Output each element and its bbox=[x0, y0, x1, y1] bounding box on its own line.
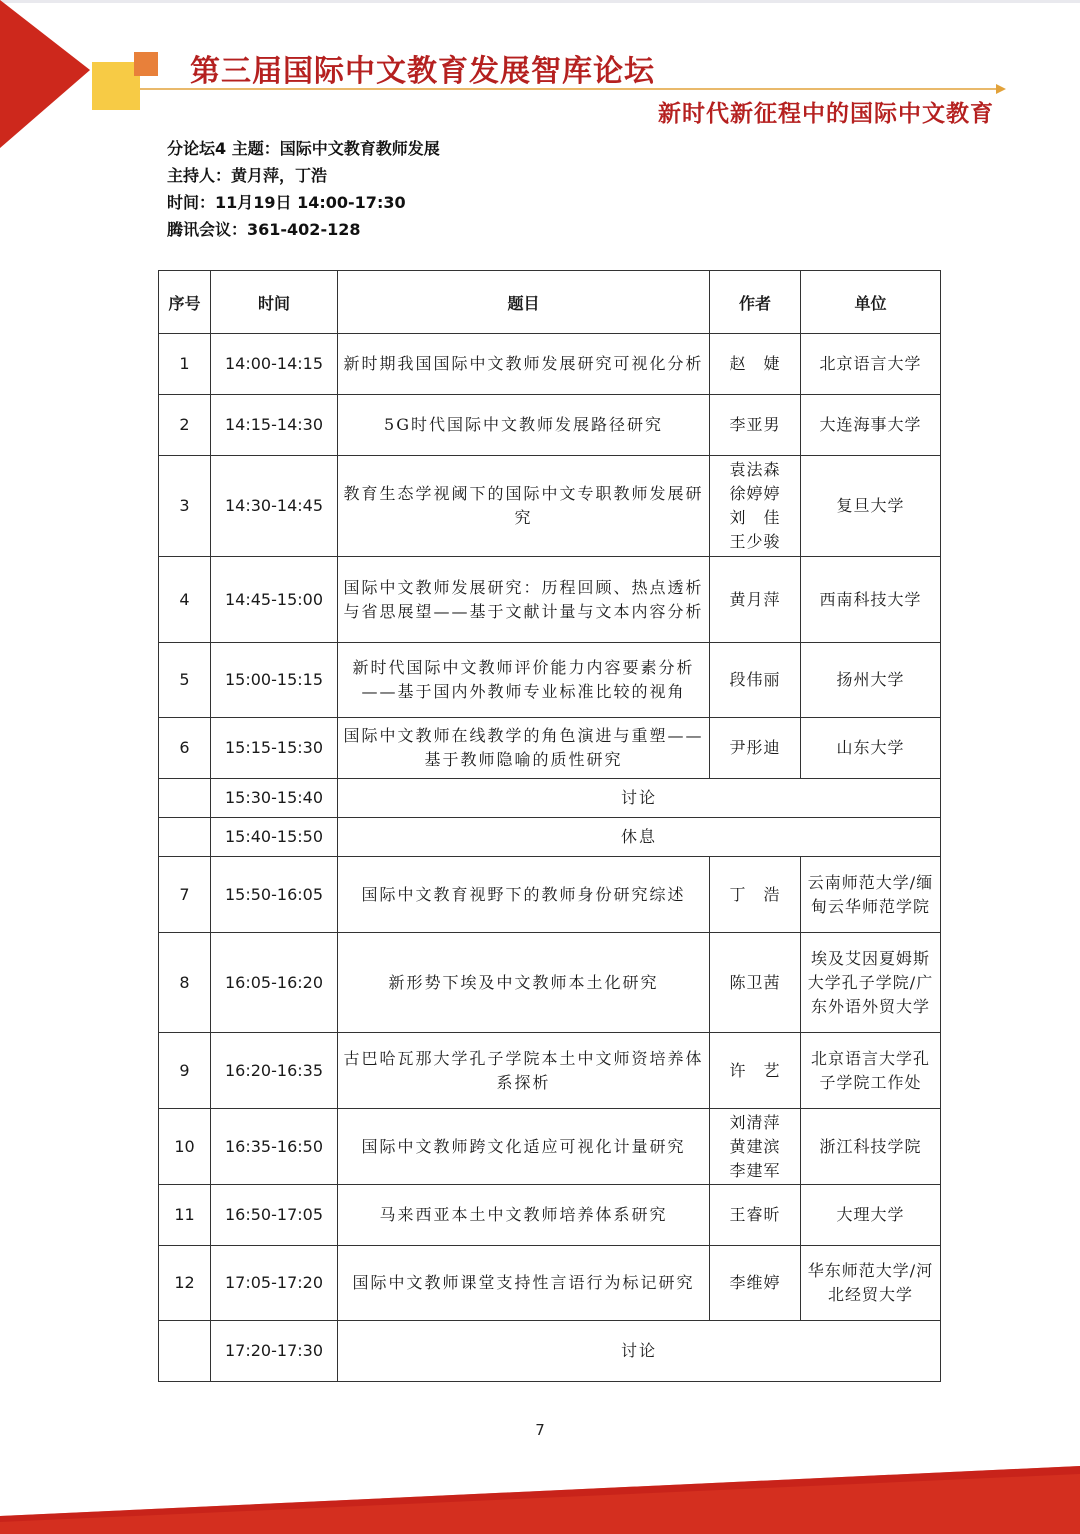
table-row bbox=[159, 1246, 941, 1321]
underline-arrow bbox=[996, 84, 1006, 94]
row-unit: 扬州大学 bbox=[801, 643, 941, 718]
row-number bbox=[159, 779, 211, 818]
header-title: 题目 bbox=[338, 271, 710, 334]
row-time: 15:30-15:40 bbox=[211, 779, 338, 818]
row-title: 国际中文教师跨文化适应可视化计量研究 bbox=[338, 1109, 710, 1185]
author-name: 刘清萍 bbox=[729, 1112, 781, 1132]
row-title: 5G时代国际中文教师发展路径研究 bbox=[338, 395, 710, 456]
row-time: 14:00-14:15 bbox=[211, 334, 338, 395]
row-authors bbox=[710, 1033, 801, 1109]
orange-square-ornament bbox=[134, 52, 158, 76]
table-row bbox=[159, 933, 941, 1033]
row-title: 马来西亚本土中文教师培养体系研究 bbox=[338, 1185, 710, 1246]
table-row bbox=[159, 818, 941, 857]
row-time: 17:05-17:20 bbox=[211, 1246, 338, 1321]
table-row bbox=[159, 1109, 941, 1185]
table-row bbox=[159, 779, 941, 818]
author-name: 黄建滨 bbox=[729, 1136, 781, 1156]
row-authors bbox=[710, 857, 801, 933]
row-time: 15:40-15:50 bbox=[211, 818, 338, 857]
row-authors bbox=[710, 1185, 801, 1246]
table-row bbox=[159, 857, 941, 933]
row-title: 古巴哈瓦那大学孔子学院本土中文师资培养体系探析 bbox=[338, 1033, 710, 1109]
row-number: 4 bbox=[159, 557, 211, 643]
row-authors bbox=[710, 395, 801, 456]
table-row bbox=[159, 395, 941, 456]
row-number: 1 bbox=[159, 334, 211, 395]
row-authors bbox=[710, 933, 801, 1033]
table-row bbox=[159, 334, 941, 395]
row-unit: 北京语言大学孔子学院工作处 bbox=[801, 1033, 941, 1109]
row-title: 国际中文教师课堂支持性言语行为标记研究 bbox=[338, 1246, 710, 1321]
table-row bbox=[159, 557, 941, 643]
author-name: 丁 浩 bbox=[729, 884, 781, 904]
row-time: 14:15-14:30 bbox=[211, 395, 338, 456]
row-unit: 北京语言大学 bbox=[801, 334, 941, 395]
row-time: 14:45-15:00 bbox=[211, 557, 338, 643]
yellow-square-ornament bbox=[92, 62, 140, 110]
row-activity: 休息 bbox=[338, 818, 941, 857]
row-unit: 复旦大学 bbox=[801, 456, 941, 557]
row-time: 14:30-14:45 bbox=[211, 456, 338, 557]
author-name: 尹彤迪 bbox=[729, 738, 781, 757]
row-title: 教育生态学视阈下的国际中文专职教师发展研究 bbox=[338, 456, 710, 557]
page-number: 7 bbox=[535, 1421, 545, 1439]
row-title: 国际中文教师在线教学的角色演进与重塑——基于教师隐喻的质性研究 bbox=[338, 718, 710, 779]
author-name: 王睿昕 bbox=[729, 1205, 781, 1224]
row-authors bbox=[710, 557, 801, 643]
author-name: 段伟丽 bbox=[729, 670, 781, 689]
row-time: 15:15-15:30 bbox=[211, 718, 338, 779]
row-time: 17:20-17:30 bbox=[211, 1321, 338, 1382]
row-number: 9 bbox=[159, 1033, 211, 1109]
row-unit: 大连海事大学 bbox=[801, 395, 941, 456]
conference-title: 第三届国际中文教育发展智库论坛 bbox=[190, 54, 655, 89]
session-host: 主持人：黄月萍，丁浩 bbox=[167, 166, 328, 185]
author-name: 刘 佳 bbox=[729, 508, 781, 527]
row-unit: 浙江科技学院 bbox=[801, 1109, 941, 1185]
row-unit: 华东师范大学/河北经贸大学 bbox=[801, 1246, 941, 1321]
row-unit: 埃及艾因夏姆斯大学孔子学院/广东外语外贸大学 bbox=[801, 933, 941, 1033]
header-author: 作者 bbox=[710, 271, 801, 334]
row-title: 新形势下埃及中文教师本土化研究 bbox=[338, 933, 710, 1033]
row-time: 15:00-15:15 bbox=[211, 643, 338, 718]
table-row bbox=[159, 456, 941, 557]
header-no: 序号 bbox=[159, 271, 211, 334]
schedule-body bbox=[159, 334, 941, 1382]
session-meeting-id: 腾讯会议：361-402-128 bbox=[167, 220, 361, 239]
session-time: 时间：11月19日 14:00-17:30 bbox=[167, 193, 406, 212]
row-time: 16:20-16:35 bbox=[211, 1033, 338, 1109]
header-unit: 单位 bbox=[801, 271, 941, 334]
row-number: 6 bbox=[159, 718, 211, 779]
row-time: 16:05-16:20 bbox=[211, 933, 338, 1033]
table-row bbox=[159, 1033, 941, 1109]
row-time: 16:50-17:05 bbox=[211, 1185, 338, 1246]
row-title: 国际中文教育视野下的教师身份研究综述 bbox=[338, 857, 710, 933]
row-number: 8 bbox=[159, 933, 211, 1033]
red-corner-triangle bbox=[0, 0, 90, 148]
table-row bbox=[159, 1321, 941, 1382]
row-unit: 云南师范大学/缅甸云华师范学院 bbox=[801, 857, 941, 933]
row-number: 3 bbox=[159, 456, 211, 557]
row-authors bbox=[710, 718, 801, 779]
author-name: 李维婷 bbox=[729, 1273, 781, 1292]
row-title: 新时期我国国际中文教师发展研究可视化分析 bbox=[338, 334, 710, 395]
row-unit: 山东大学 bbox=[801, 718, 941, 779]
row-time: 15:50-16:05 bbox=[211, 857, 338, 933]
row-authors bbox=[710, 1109, 801, 1185]
author-name: 赵 婕 bbox=[729, 354, 781, 373]
row-authors bbox=[710, 1246, 801, 1321]
row-activity: 讨论 bbox=[338, 779, 941, 818]
table-row bbox=[159, 718, 941, 779]
conference-subtitle: 新时代新征程中的国际中文教育 bbox=[658, 100, 994, 127]
row-authors bbox=[710, 334, 801, 395]
row-activity: 讨论 bbox=[338, 1321, 941, 1382]
header-time: 时间 bbox=[211, 271, 338, 334]
row-time: 16:35-16:50 bbox=[211, 1109, 338, 1185]
row-number: 12 bbox=[159, 1246, 211, 1321]
schedule-table bbox=[158, 270, 941, 1382]
table-row bbox=[159, 643, 941, 718]
author-name: 许 艺 bbox=[729, 1060, 781, 1080]
session-info bbox=[167, 137, 440, 245]
table-header-row bbox=[159, 271, 941, 334]
row-number: 5 bbox=[159, 643, 211, 718]
row-number: 11 bbox=[159, 1185, 211, 1246]
row-authors bbox=[710, 456, 801, 557]
author-name: 徐婷婷 bbox=[729, 484, 781, 503]
row-number: 2 bbox=[159, 395, 211, 456]
row-unit: 西南科技大学 bbox=[801, 557, 941, 643]
table-row bbox=[159, 1185, 941, 1246]
row-unit: 大理大学 bbox=[801, 1185, 941, 1246]
top-border-line bbox=[0, 0, 1080, 3]
row-title: 国际中文教师发展研究：历程回顾、热点透析与省思展望——基于文献计量与文本内容分析 bbox=[338, 557, 710, 643]
author-name: 袁法森 bbox=[729, 460, 781, 479]
author-name: 王少骏 bbox=[729, 532, 781, 551]
session-topic: 分论坛4 主题：国际中文教育教师发展 bbox=[167, 139, 440, 158]
row-title: 新时代国际中文教师评价能力内容要素分析——基于国内外教师专业标准比较的视角 bbox=[338, 643, 710, 718]
author-name: 李亚男 bbox=[729, 415, 781, 434]
author-name: 黄月萍 bbox=[729, 589, 781, 609]
row-number bbox=[159, 1321, 211, 1382]
author-name: 李建军 bbox=[729, 1160, 781, 1180]
footer-red-band bbox=[0, 1466, 1080, 1534]
row-number bbox=[159, 818, 211, 857]
author-name: 陈卫茜 bbox=[729, 972, 781, 992]
row-number: 10 bbox=[159, 1109, 211, 1185]
row-number: 7 bbox=[159, 857, 211, 933]
row-authors bbox=[710, 643, 801, 718]
